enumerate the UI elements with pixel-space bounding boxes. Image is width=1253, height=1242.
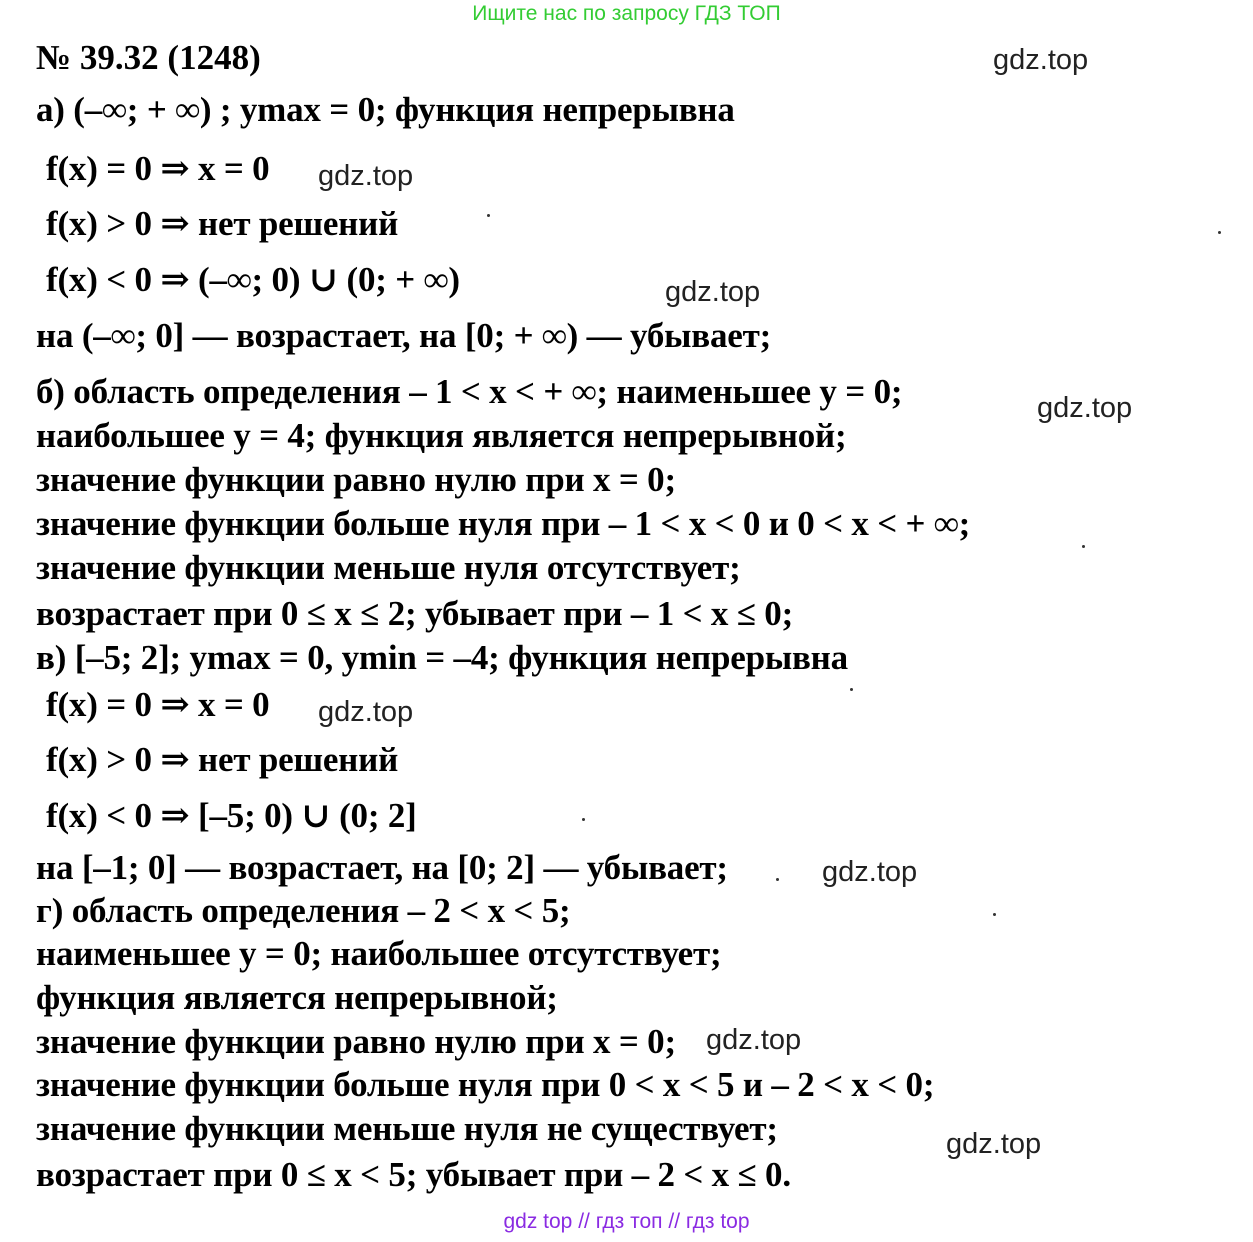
- scan-speck: [1082, 545, 1085, 548]
- line-g-monotonic: возрастает при 0 ≤ x < 5; убывает при – 2 < x ≤ 0.: [36, 1155, 791, 1194]
- scan-speck: [993, 913, 996, 916]
- line-a-eq-zero: f(x) = 0 ⇒ x = 0: [46, 149, 270, 188]
- scan-speck: [850, 688, 853, 691]
- line-g-negative: значение функции меньше нуля не существует;: [36, 1109, 778, 1148]
- line-b-monotonic: возрастает при 0 ≤ x ≤ 2; убывает при – 1 < x ≤ 0;: [36, 594, 794, 633]
- line-b-positive: значение функции больше нуля при – 1 < x < 0 и 0 < x < + ∞;: [36, 504, 971, 543]
- watermark: gdz.top: [822, 856, 918, 888]
- line-g-positive: значение функции больше нуля при 0 < x < 5 и – 2 < x < 0;: [36, 1065, 935, 1104]
- line-g-zero: значение функции равно нулю при x = 0;: [36, 1022, 676, 1061]
- line-g-extrema: наименьшее y = 0; наибольшее отсутствует;: [36, 934, 722, 973]
- watermark: gdz.top: [946, 1128, 1042, 1160]
- line-b-negative: значение функции меньше нуля отсутствует;: [36, 548, 741, 587]
- line-b-max: наибольшее y = 4; функция является непрерывной;: [36, 416, 847, 455]
- line-a-monotonic: на (–∞; 0] — возрастает, на [0; + ∞) — убывает;: [36, 316, 772, 355]
- scan-speck: [1218, 231, 1221, 234]
- line-v-eq-zero: f(x) = 0 ⇒ x = 0: [46, 685, 270, 724]
- line-g-continuous: функция является непрерывной;: [36, 978, 558, 1017]
- line-b-domain: б) область определения – 1 < x < + ∞; наименьшее y = 0;: [36, 372, 903, 411]
- watermark: gdz.top: [1037, 392, 1133, 424]
- watermark: gdz.top: [665, 276, 761, 308]
- line-g-domain: г) область определения – 2 < x < 5;: [36, 891, 571, 930]
- line-v-header: в) [–5; 2]; ymax = 0, ymin = –4; функция непрерывна: [36, 638, 848, 677]
- scan-speck: [776, 878, 779, 881]
- scan-speck: [487, 214, 490, 217]
- line-b-zero: значение функции равно нулю при x = 0;: [36, 460, 676, 499]
- watermark: gdz.top: [318, 696, 414, 728]
- footer-links[interactable]: gdz top // гдз топ // гдз top: [503, 1210, 750, 1233]
- watermark: gdz.top: [318, 160, 414, 192]
- watermark: gdz.top: [706, 1024, 802, 1056]
- watermark: gdz.top: [993, 44, 1089, 76]
- problem-number: № 39.32 (1248): [36, 38, 261, 77]
- line-v-lt-zero: f(x) < 0 ⇒ [–5; 0) ∪ (0; 2]: [46, 796, 417, 835]
- line-a-gt-zero: f(x) > 0 ⇒ нет решений: [46, 204, 399, 243]
- line-v-monotonic: на [–1; 0] — возрастает, на [0; 2] — убывает;: [36, 848, 728, 887]
- line-v-gt-zero: f(x) > 0 ⇒ нет решений: [46, 740, 399, 779]
- scan-speck: [582, 818, 585, 821]
- search-banner[interactable]: Ищите нас по запросу ГДЗ ТОП: [472, 2, 781, 25]
- line-a-header: а) (–∞; + ∞) ; ymax = 0; функция непрерывна: [36, 90, 735, 129]
- line-a-lt-zero: f(x) < 0 ⇒ (–∞; 0) ∪ (0; + ∞): [46, 260, 460, 299]
